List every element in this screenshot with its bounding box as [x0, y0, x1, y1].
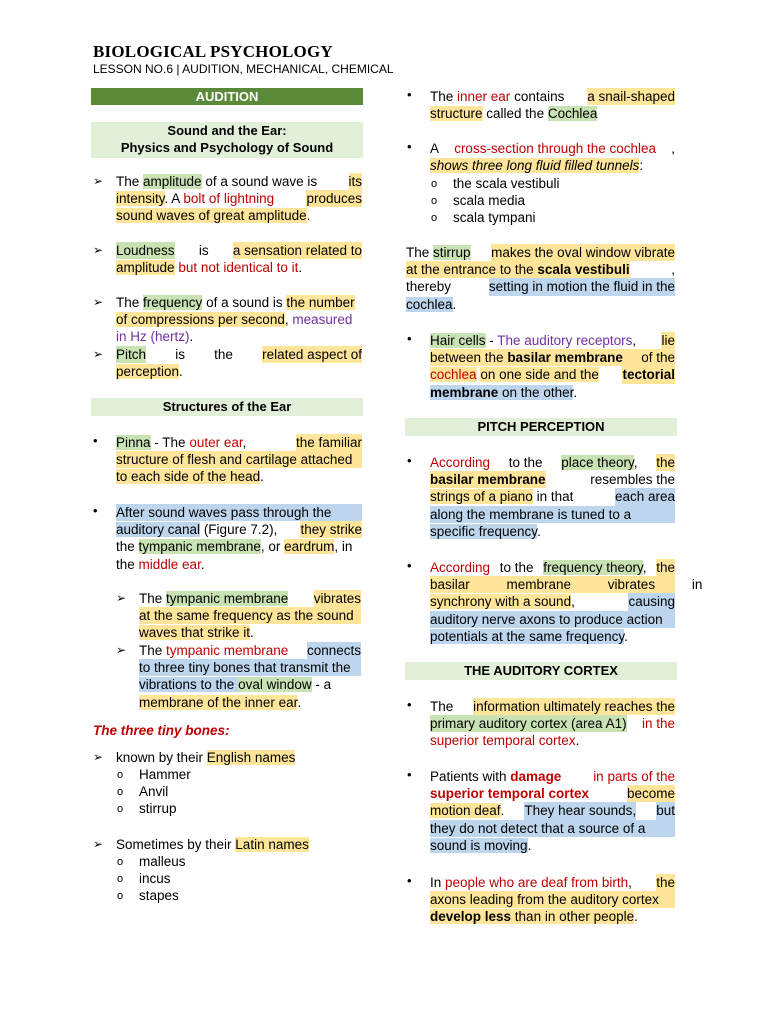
deaf-line2: axons leading from the auditory cortex	[430, 891, 675, 908]
loudness-line1: Loudness is a sensation related to	[116, 243, 362, 258]
info-line2: primary auditory cortex (area A1) in the	[430, 716, 675, 732]
patients-item	[430, 768, 675, 854]
arrow-bullet-icon: ➢	[93, 243, 104, 257]
after-line2: auditory canal (Figure 7.2), they strike	[116, 522, 362, 538]
frequency-line1: The frequency of a sound is the number	[116, 295, 355, 310]
sound-ear-heading-line2: Physics and Psychology of Sound	[120, 140, 334, 155]
arrow-bullet-icon: ➢	[116, 643, 127, 657]
inner-line2: structure called the Cochlea	[430, 106, 598, 122]
circle-bullet-icon: o	[431, 212, 438, 224]
dot-bullet-icon: •	[407, 767, 412, 782]
loudness-item	[116, 242, 362, 276]
frequency-line2: of compressions per second, measured	[116, 312, 353, 328]
patients-line4: they do not detect that a source of a	[430, 820, 675, 837]
tympanic2-line3: vibrations to the oval window - a	[139, 677, 332, 693]
tunnel-item-vestibuli: the scala vestibuli	[453, 176, 560, 191]
information-item	[430, 698, 675, 750]
tympanic2-line4: membrane of the inner ear.	[139, 694, 302, 710]
structures-heading-box: Structures of the Ear	[91, 398, 363, 416]
deaf-from-birth-item	[430, 874, 675, 926]
pinna-item	[116, 434, 362, 486]
pitch-item	[116, 346, 362, 380]
tunnel-item-tympani: scala tympani	[453, 210, 536, 225]
tympanic-vibrates-item	[139, 590, 361, 642]
freqth-line5: potentials at the same frequency.	[430, 628, 628, 644]
hair-cells-item	[430, 332, 675, 401]
place-line3: strings of a piano in that each area	[430, 489, 675, 505]
freqth-line3: synchrony with a sound, causing	[430, 594, 675, 610]
loudness-line2: amplitude but not identical to it.	[116, 260, 303, 276]
stirrup-paragraph	[406, 244, 675, 313]
tympanic1-line1: The tympanic membrane vibrates	[139, 591, 361, 606]
arrow-bullet-icon: ➢	[116, 591, 127, 605]
inner-line1: The inner ear contains a snail-shaped	[430, 89, 675, 104]
english-item-hammer: Hammer	[139, 767, 191, 782]
circle-bullet-icon: o	[431, 178, 438, 190]
deaf-line1: In people who are deaf from birth, the	[430, 875, 675, 890]
arrow-bullet-icon: ➢	[93, 174, 104, 188]
arrow-bullet-icon: ➢	[93, 295, 104, 309]
latin-item-stapes: stapes	[139, 888, 179, 903]
place-line4: along the membrane is tuned to a	[430, 506, 675, 523]
circle-bullet-icon: o	[117, 873, 124, 885]
freqth-line1: According to the frequency theory, the	[430, 560, 675, 575]
arrow-bullet-icon: ➢	[93, 347, 104, 361]
english-item-anvil: Anvil	[139, 784, 169, 799]
english-item-stirrup: stirrup	[139, 801, 177, 816]
arrow-bullet-icon: ➢	[93, 750, 104, 764]
place-line1: According to the place theory, the	[430, 455, 675, 470]
cross-section-item	[430, 140, 675, 174]
amplitude-item	[116, 173, 362, 225]
circle-bullet-icon: o	[117, 890, 124, 902]
tympanic1-line2: at the same frequency as the sound	[139, 607, 361, 624]
tympanic1-line3: waves that strike it.	[139, 625, 254, 641]
patients-line5: sound is moving.	[430, 837, 532, 853]
tympanic-connects-item	[139, 642, 361, 711]
circle-bullet-icon: o	[117, 786, 124, 798]
frequency-line3: in Hz (hertz).	[116, 329, 194, 345]
after-line3: the tympanic membrane, or eardrum, in	[116, 539, 353, 555]
english-names-item: known by their English names	[116, 750, 296, 765]
sound-ear-heading-line1: Sound and the Ear:	[167, 123, 287, 138]
dot-bullet-icon: •	[407, 453, 412, 468]
auditory-cortex-heading: THE AUDITORY CORTEX	[405, 662, 677, 680]
circle-bullet-icon: o	[431, 195, 438, 207]
cross-line1: A cross-section through the cochlea ,	[430, 141, 675, 156]
deaf-line3: develop less than in other people.	[430, 909, 638, 925]
pitch-perception-heading: PITCH PERCEPTION	[405, 418, 677, 436]
dot-bullet-icon: •	[407, 873, 412, 888]
stirrup-line3: thereby setting in motion the fluid in the	[406, 279, 675, 295]
circle-bullet-icon: o	[117, 803, 124, 815]
dot-bullet-icon: •	[407, 697, 412, 712]
stirrup-line2: at the entrance to the scala vestibuli ,	[406, 262, 675, 278]
dot-bullet-icon: •	[407, 331, 412, 346]
info-line3: superior temporal cortex.	[430, 733, 580, 749]
hair-line1: Hair cells - The auditory receptors, lie	[430, 333, 675, 348]
place-theory-item	[430, 454, 675, 540]
hair-line3: cochlea on one side and the tectorial	[430, 367, 675, 383]
stirrup-line4: cochlea.	[406, 296, 457, 312]
cross-line2: shows three long fluid filled tunnels:	[430, 158, 644, 174]
latin-item-incus: incus	[139, 871, 171, 886]
document-subtitle: LESSON NO.6 | AUDITION, MECHANICAL, CHEMICAL	[93, 62, 394, 76]
dot-bullet-icon: •	[407, 558, 412, 573]
dot-bullet-icon: •	[407, 87, 412, 102]
patients-line2: superior temporal cortex become	[430, 786, 675, 802]
pinna-line2: structure of flesh and cartilage attached	[116, 451, 362, 468]
three-bones-heading: The three tiny bones:	[93, 723, 230, 738]
after-line1: After sound waves pass through the	[116, 504, 362, 521]
latin-names-item: Sometimes by their Latin names	[116, 837, 309, 852]
dot-bullet-icon: •	[407, 139, 412, 154]
circle-bullet-icon: o	[117, 769, 124, 781]
hair-line2: between the basilar membrane of the	[430, 350, 675, 366]
frequency-item	[116, 294, 362, 346]
info-line1: The information ultimately reaches the	[430, 699, 675, 714]
amplitude-line2: intensity. A bolt of lightning produces	[116, 191, 362, 207]
patients-line3: motion deaf. They hear sounds, but	[430, 803, 675, 819]
pinna-line3: to each side of the head.	[116, 469, 264, 485]
patients-line1: Patients with damage in parts of the	[430, 769, 675, 784]
freqth-line4: auditory nerve axons to produce action	[430, 611, 675, 628]
pitch-line2: perception.	[116, 364, 183, 380]
audition-section-bar: AUDITION	[91, 88, 363, 105]
document-title: BIOLOGICAL PSYCHOLOGY	[93, 42, 333, 61]
latin-item-malleus: malleus	[139, 854, 186, 869]
amplitude-line1: The amplitude of a sound wave is its	[116, 174, 362, 189]
freqth-line2: basilar membrane vibrates in	[430, 577, 703, 593]
frequency-theory-item	[430, 559, 703, 645]
dot-bullet-icon: •	[93, 433, 98, 448]
after-sound-item	[116, 504, 362, 573]
stirrup-line1: The stirrup makes the oval window vibrate	[406, 245, 675, 260]
tympanic2-line2: to three tiny bones that transmit the	[139, 659, 361, 676]
pitch-line1: Pitch is the related aspect of	[116, 347, 362, 362]
after-line4: the middle ear.	[116, 556, 205, 572]
pinna-line1: Pinna - The outer ear, the familiar	[116, 435, 362, 450]
circle-bullet-icon: o	[117, 856, 124, 868]
arrow-bullet-icon: ➢	[93, 837, 104, 851]
place-line5: specific frequency.	[430, 523, 541, 539]
amplitude-line3: sound waves of great amplitude.	[116, 208, 311, 224]
dot-bullet-icon: •	[93, 503, 98, 518]
tympanic2-line1: The tympanic membrane connects	[139, 643, 361, 658]
hair-line4: membrane on the other.	[430, 384, 578, 400]
inner-ear-item	[430, 88, 675, 122]
tunnel-item-media: scala media	[453, 193, 526, 208]
place-line2: basilar membrane resembles the	[430, 472, 675, 488]
sound-ear-heading-box	[91, 122, 363, 158]
